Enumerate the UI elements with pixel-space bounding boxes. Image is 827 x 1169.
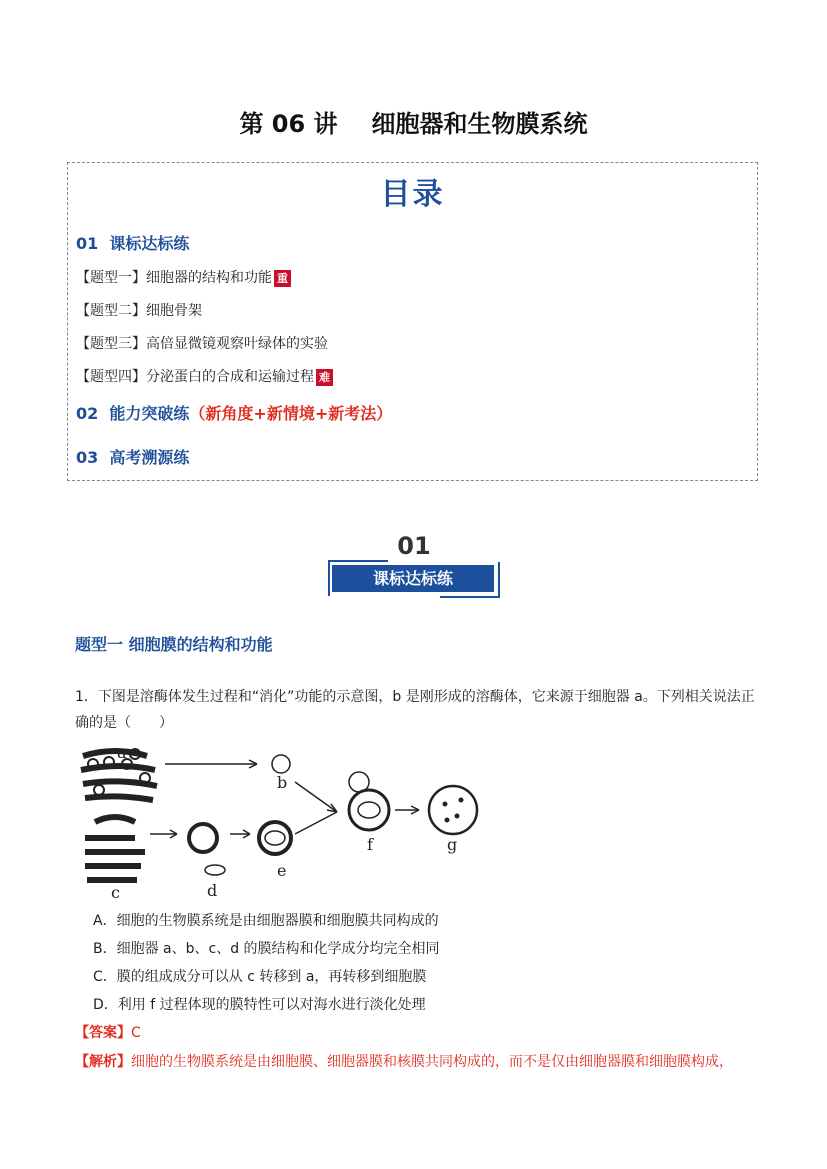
- toc-item-type4[interactable]: 【题型四】分泌蛋白的合成和运输过程 难: [76, 366, 333, 386]
- table-of-contents: [67, 162, 758, 481]
- vesicle-d: [189, 824, 217, 852]
- fig-label-a: a: [117, 743, 127, 762]
- option-a[interactable]: A．细胞的生物膜系统是由细胞器膜和细胞膜共同构成的: [93, 913, 439, 929]
- toc-section-02[interactable]: 02 能力突破练（新角度+新情境+新考法）: [76, 404, 393, 423]
- lysosome-b: [272, 755, 290, 773]
- banner-bracket-right: [498, 562, 500, 598]
- answer-line: [75, 1022, 141, 1042]
- analysis-line: [75, 1051, 733, 1071]
- lecture-number: 第 06 讲: [239, 110, 338, 138]
- difficult-badge: 难: [316, 369, 333, 386]
- key-point-badge: 重: [274, 270, 291, 287]
- answer-label: 【答案】: [75, 1025, 131, 1041]
- fusion-f: [349, 790, 389, 830]
- toc-heading: 目录: [380, 177, 445, 212]
- toc-section-01[interactable]: 01 课标达标练: [76, 234, 190, 253]
- toc-section-03[interactable]: 03 高考溯源练: [76, 448, 190, 467]
- answer-value: C: [131, 1025, 141, 1041]
- toc-item-type2[interactable]: 【题型二】细胞骨架: [76, 303, 202, 319]
- lysosome-diagram: [75, 742, 495, 902]
- banner-number: 01: [397, 532, 431, 560]
- fig-label-b: b: [277, 773, 288, 792]
- banner-bracket-top: [328, 560, 388, 562]
- endoplasmic-reticulum-c: [85, 817, 145, 880]
- mitochondrion-d: [205, 865, 225, 875]
- fig-label-f: f: [367, 835, 373, 854]
- banner-bracket-bottom: [440, 596, 500, 598]
- autophagosome-e: [259, 822, 291, 854]
- toc-item-type1[interactable]: 【题型一】细胞器的结构和功能 重: [76, 267, 291, 287]
- option-b[interactable]: B．细胞器 a、b、c、d 的膜结构和化学成分均完全相同: [93, 941, 440, 957]
- page-title: [0, 104, 827, 139]
- fig-label-c: c: [111, 883, 120, 902]
- analysis-text: 细胞的生物膜系统是由细胞膜、细胞器膜和核膜共同构成的，而不是仅由细胞器膜和细胞膜构成，: [131, 1054, 733, 1070]
- analysis-label: 【解析】: [75, 1054, 131, 1070]
- banner-bracket-left: [328, 560, 330, 596]
- question-stem: 1．下图是溶酶体发生过程和“消化”功能的示意图，b 是刚形成的溶酶体，它来源于细胞器 a。下列相关说法正确的是（ ）: [75, 689, 755, 731]
- lecture-topic: 细胞器和生物膜系统: [371, 110, 588, 138]
- banner-label: 课标达标练: [332, 565, 494, 592]
- digestion-g: [429, 786, 477, 834]
- option-d[interactable]: D．利用 f 过程体现的膜特性可以对海水进行淡化处理: [93, 997, 426, 1013]
- fig-label-e: e: [277, 861, 287, 880]
- fig-label-d: d: [207, 881, 218, 900]
- section-banner: [328, 532, 500, 598]
- option-c[interactable]: C．膜的组成成分可以从 c 转移到 a，再转移到细胞膜: [93, 969, 427, 985]
- part-title: 题型一 细胞膜的结构和功能: [75, 635, 273, 654]
- toc-item-type3[interactable]: 【题型三】高倍显微镜观察叶绿体的实验: [76, 336, 328, 352]
- fig-label-g: g: [447, 835, 458, 854]
